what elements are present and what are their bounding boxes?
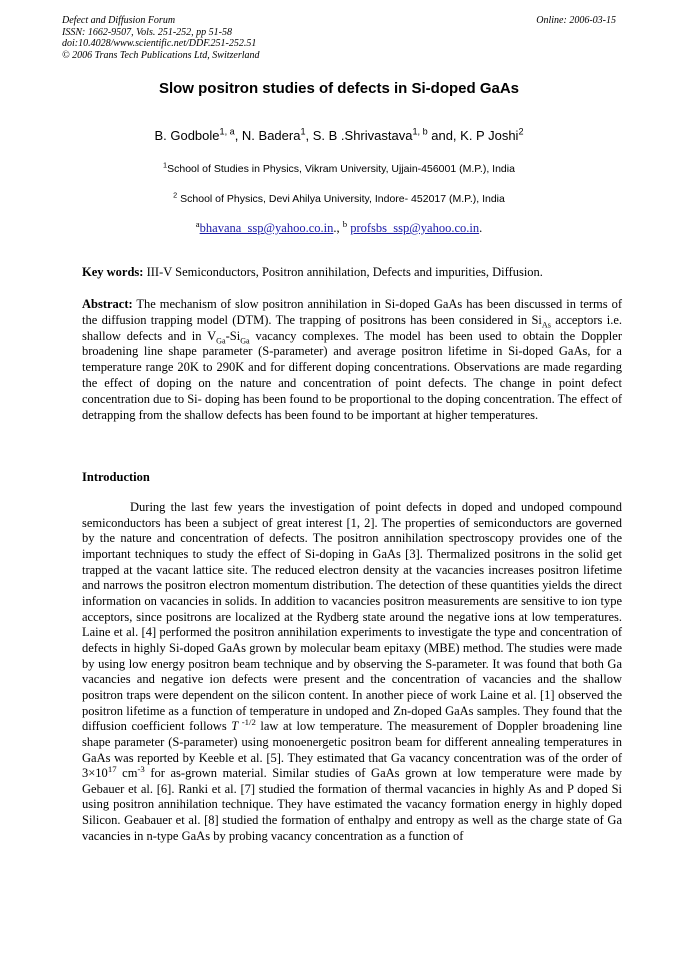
body-text: law at low temperature. The measurement of Doppler broadening line shape parameter (S-parameter) using monoenergetic positron beam for different annealing temperatures in GaAs was reported by Keeble et al. [5]. They estimated that Ga vacancy concentration was of the order of 3×10	[82, 719, 622, 781]
subscript: As	[541, 320, 551, 330]
online-date: Online: 2006-03-15	[536, 15, 616, 26]
paper-title: Slow positron studies of defects in Si-doped GaAs	[158, 80, 520, 97]
abstract-label: Abstract:	[82, 297, 133, 311]
abstract-text: The mechanism of slow positron annihilation in Si-doped GaAs has been discussed in terms of the diffusion trapping model (DTM). The trapping of positrons has been considered in Si	[82, 297, 622, 327]
email-link-a[interactable]: bhavana_ssp@yahoo.co.in	[199, 221, 334, 235]
exponent: -1/2	[238, 717, 256, 728]
author-name: B. Godbole	[154, 128, 220, 143]
body-text: During the last few years the investigation of point defects in doped and undoped compound semiconductors has been a subject of great interest [1, 2]. The properties of semiconductors are governed by the nature and concentration of defects. The positron annihilation spectroscopy provides one of the important techniques to study the effect of Si-doping in GaAs [3]. Thermalized positrons in the solid get trapped at the vacant lattice site. The reduced electron density at the vacancies increases positron lifetime and narrows the positron electron momentum distribution. The detection of these quantities yields the direct information on vacancies in solids. In addition to vacancies positron measurements are sensitive to ion type acceptors, since positrons are localized at the Rydberg state around the negative ions at low temperatures. Laine et al. [4] performed the positron annihilation experiments to investigate the type and concentration of defects in highly Si-doped GaAs grown by molecular beam epitaxy (MBE) method. The studies were made by using low energy positron beam technique and by observing the S-parameter. It was found that both Ga vacancies and negative ion defects were present and the concentration of vacancies and the shallow positron traps were dependent on the silicon content. In another piece of work Laine et al. [1] observed the positron lifetime as a function of temperature in undoped and Zn-doped GaAs samples. They found that the diffusion coefficient follows	[82, 500, 622, 734]
author-name: , N. Badera	[234, 128, 301, 143]
doi-line: doi:10.4028/www.scientific.net/DDF.251-252.51	[62, 38, 257, 49]
exponent: 17	[107, 764, 117, 774]
body-text: for as-grown material. Similar studies of GaAs grown at low temperature were made by Gebauer et al. [6]. Ranki et al. [7] studied the formation of thermal vacancies in highly As and P doped Si using positron annihilation technique. They have estimated the vacancy formation energy in highly doped Silicon. Geabauer et al. [8] studied the formation of enthalpy and entropy as well as the charge state of Ga vacancies in n-type GaAs by probing vacancy concentration as a function of	[82, 766, 622, 843]
keywords-label: Key words:	[82, 265, 144, 279]
affiliation-superscript: 2	[173, 190, 178, 200]
keywords	[82, 265, 622, 280]
copyright-line: © 2006 Trans Tech Publications Ltd, Switzerland	[62, 49, 260, 61]
email-superscript: a	[195, 218, 200, 229]
affiliation-2	[0, 190, 678, 205]
journal-name: Defect and Diffusion Forum	[62, 15, 176, 26]
affiliation-text: School of Physics, Devi Ahilya University, Indore- 452017 (M.P.), India	[177, 193, 505, 205]
author-name: , S. B .Shrivastava	[305, 128, 413, 143]
email-line	[0, 218, 678, 236]
issn-line: ISSN: 1662-9507, Vols. 251-252, pp 51-58	[62, 26, 232, 38]
author-name: and, K. P Joshi	[427, 128, 519, 143]
abstract	[82, 297, 622, 423]
author-superscript: 1	[300, 126, 306, 137]
affiliation-text: School of Studies in Physics, Vikram University, Ujjain-456001 (M.P.), India	[167, 163, 515, 175]
exponent: -3	[137, 764, 145, 774]
email-superscript: b	[342, 218, 348, 229]
author-list	[0, 128, 678, 143]
affiliation-superscript: 1	[163, 160, 168, 170]
author-superscript: 2	[518, 126, 524, 137]
unit-text: cm	[116, 766, 138, 781]
affiliation-1	[0, 160, 678, 175]
email-separator: .,	[333, 221, 343, 235]
author-superscript: 1, b	[412, 126, 428, 137]
journal-header	[62, 15, 260, 61]
subscript: Ga	[216, 336, 226, 346]
abstract-text: acceptors i.e. shallow defects and in V	[82, 312, 622, 343]
temperature-symbol: T	[231, 719, 239, 734]
subscript: Ga	[240, 336, 250, 346]
abstract-text: -Si	[225, 328, 241, 343]
email-end: .	[479, 221, 483, 235]
abstract-text: vacancy complexes. The model has been used to obtain the Doppler broadening line shape parameter (S-parameter) and average positron lifetime in Si-doped GaAs, for a temperature range 20K to 290K and for different doping concentrations. Observations are made regarding the effect of doping on the nature and concentration of point defects. The change in point defect concentration due to Si- doping has been found to be proportional to the doping concentration. The effect of detrapping from the shallow defects has been found to be important at higher temperatures.	[82, 328, 622, 422]
keywords-text: III-V Semiconductors, Positron annihilation, Defects and impurities, Diffusion.	[143, 265, 543, 279]
introduction-paragraph	[82, 500, 622, 844]
author-superscript: 1, a	[219, 126, 235, 137]
email-link-b[interactable]: profsbs_ssp@yahoo.co.in	[350, 221, 480, 235]
section-heading: Introduction	[82, 470, 150, 484]
